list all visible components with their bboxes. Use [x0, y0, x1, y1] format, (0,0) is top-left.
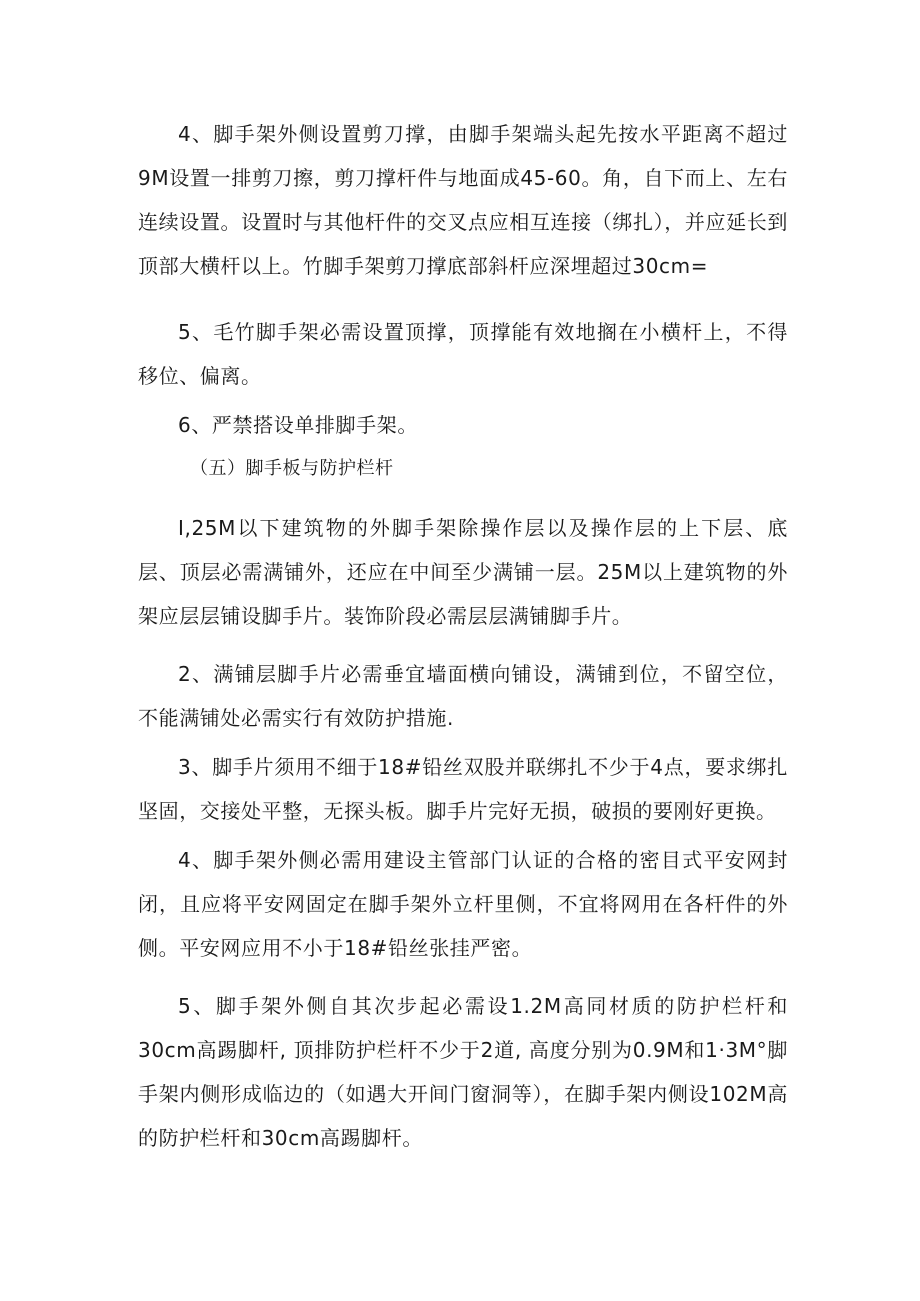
paragraph-binding-wire: 3、脚手片须用不细于18#铅丝双股并联绑扎不少于4点，要求绑扎坚固，交接处平整，无探头板。脚手片完好无损，破损的要刚好更换。 — [138, 755, 788, 823]
paragraph-single-row-ban: 6、严禁搭设单排脚手架。 — [178, 413, 418, 437]
paragraph-bamboo-top-support: 5、毛竹脚手架必需设置顶撑，顶撑能有效地搁在小横杆上，不得移位、偏离。 — [138, 320, 788, 388]
paragraph-guardrail: 5、脚手架外侧自其次步起必需设1.2M高同材质的防护栏杆和30cm高踢脚杆, 顶排防护栏杆不少于2道, 高度分别为0.9M和1·3M°脚手架内侧形成临边的（如遇大开间门窗洞等），在脚手架内侧设102M高的防护栏杆和30cm高踢脚杆。 — [138, 994, 788, 1150]
paragraph-scissor-brace: 4、脚手架外侧设置剪刀撑，由脚手架端头起先按水平距离不超过9M设置一排剪刀擦，剪刀撑杆件与地面成45-60。角，自下而上、左右连续设置。设置时与其他杆件的交叉点应相互连接（绑扎），并应延长到顶部大横杆以上。竹脚手架剪刀撑底部斜杆应深埋超过30cm= — [138, 122, 788, 278]
paragraph-full-paving: I,25M以下建筑物的外脚手架除操作层以及操作层的上下层、底层、顶层必需满铺外，还应在中间至少满铺一层。25M以上建筑物的外架应层层铺设脚手片。装饰阶段必需层层满铺脚手片。 — [138, 516, 788, 628]
paragraph-safety-net: 4、脚手架外侧必需用建设主管部门认证的合格的密目式平安网封闭，且应将平安网固定在脚手架外立杆里侧，不宜将网用在各杆件的外侧。平安网应用不小于18#铅丝张挂严密。 — [138, 848, 788, 960]
section-heading: （五）脚手板与防护栏杆 — [190, 458, 394, 479]
paragraph-paving-direction: 2、满铺层脚手片必需垂宜墙面横向铺设，满铺到位，不留空位，不能满铺处必需实行有效防护措施. — [138, 662, 788, 730]
